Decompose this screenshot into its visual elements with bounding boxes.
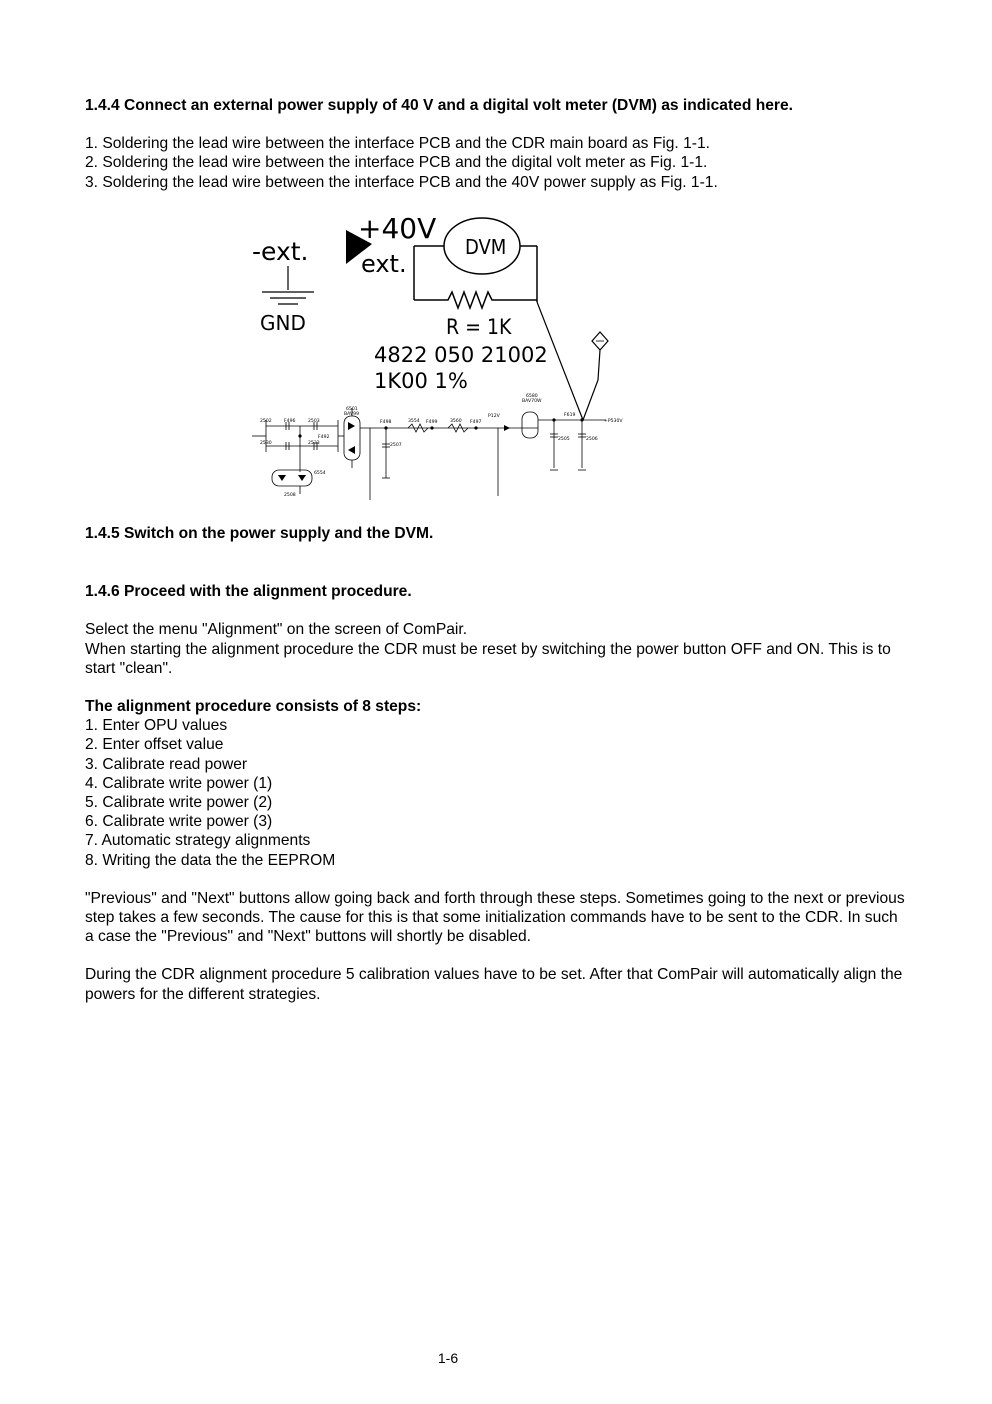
ext-label: ext.: [361, 250, 407, 278]
alignment-step-3: 3. Calibrate read power: [85, 755, 248, 773]
ground-symbol-icon: [262, 292, 314, 304]
ref-label: 2502: [260, 419, 272, 424]
ref-label: BAV99: [344, 412, 359, 417]
navigation-paragraph: "Previous" and "Next" buttons allow going back and forth through these steps. Sometimes going to the next or previous step takes a few seconds. The cause for this is that some initialization commands have to be sent to the CDR. In such a case the "Previous" and "Next" buttons will shortly be disabled.: [85, 889, 905, 946]
plus-40v-label: +40V: [358, 212, 437, 245]
ref-label: P12V: [488, 414, 500, 419]
solder-step-3: 3. Soldering the lead wire between the interface PCB and the 40V power supply as Fig. 1-1.: [85, 173, 718, 191]
ref-label: 2505: [558, 437, 570, 442]
ref-label: 2508: [284, 493, 296, 498]
alignment-step-5: 5. Calibrate write power (2): [85, 794, 273, 812]
part-number-label: 4822 050 21002: [374, 343, 548, 367]
ref-label: 3554: [408, 419, 420, 424]
ref-label: 6501: [346, 407, 358, 412]
ref-label: 6580: [526, 394, 538, 399]
page-footer: [0, 1350, 896, 1366]
ref-label: F497: [470, 420, 482, 425]
ref-label: BAV70W: [522, 399, 542, 404]
resistor-icon: [414, 292, 537, 308]
section-1-4-5-heading: 1.4.5 Switch on the power supply and the DVM.: [85, 525, 434, 542]
section-1-4-4-heading: 1.4.4 Connect an external power supply of 40 V and a digital volt meter (DVM) as indicated here.: [85, 97, 793, 114]
dvm-label: DVM: [465, 235, 507, 259]
ref-label: 2507: [390, 443, 402, 448]
alignment-intro-line-1: Select the menu "Alignment" on the screen of ComPair.: [85, 621, 468, 639]
alignment-intro-line-2: When starting the alignment procedure the CDR must be reset by switching the power button OFF and ON. This is to start "clean".: [85, 640, 891, 677]
alignment-step-6: 6. Calibrate write power (3): [85, 813, 273, 831]
alignment-step-7: 7. Automatic strategy alignments: [85, 832, 311, 850]
part-value-label: 1K00 1%: [374, 369, 468, 393]
page-number: 1-6: [437, 1350, 459, 1366]
ref-label: F619: [564, 413, 576, 418]
wiring-diagram-figure: [238, 206, 628, 502]
ref-label: 2530: [260, 441, 272, 446]
ref-label: 6554: [314, 471, 326, 476]
ref-label: +P530V: [604, 419, 623, 424]
solder-step-2: 2. Soldering the lead wire between the interface PCB and the digital volt meter as Fig. 1-1.: [85, 154, 708, 172]
ref-label: 2506: [586, 437, 598, 442]
ref-label: F498: [380, 420, 392, 425]
section-1-4-4: [85, 96, 905, 192]
minus-ext-label: -ext.: [252, 237, 309, 266]
sections-1-4-5-and-1-4-6: [85, 524, 905, 1004]
ref-label: F496: [284, 419, 296, 424]
ref-label: F492: [318, 435, 330, 440]
resistor-value-label: R = 1K: [446, 315, 512, 339]
ref-label: 2503: [308, 419, 320, 424]
alignment-steps-heading: The alignment procedure consists of 8 steps:: [85, 698, 422, 716]
section-1-4-6-heading: 1.4.6 Proceed with the alignment procedure.: [85, 583, 412, 601]
ref-label: 2533: [308, 441, 320, 446]
alignment-step-4: 4. Calibrate write power (1): [85, 774, 273, 792]
gnd-label: GND: [260, 311, 306, 335]
alignment-step-1: 1. Enter OPU values: [85, 717, 228, 735]
alignment-step-2: 2. Enter offset value: [85, 736, 224, 754]
calibration-paragraph: During the CDR alignment procedure 5 calibration values have to be set. After that ComPair will automatically align the powers for the different strategies.: [85, 966, 903, 1003]
ref-label: 3560: [450, 419, 462, 424]
solder-step-1: 1. Soldering the lead wire between the interface PCB and the CDR main board as Fig. 1-1.: [85, 135, 710, 153]
alignment-step-8: 8. Writing the data the the EEPROM: [85, 851, 336, 869]
ref-label: F499: [426, 420, 438, 425]
